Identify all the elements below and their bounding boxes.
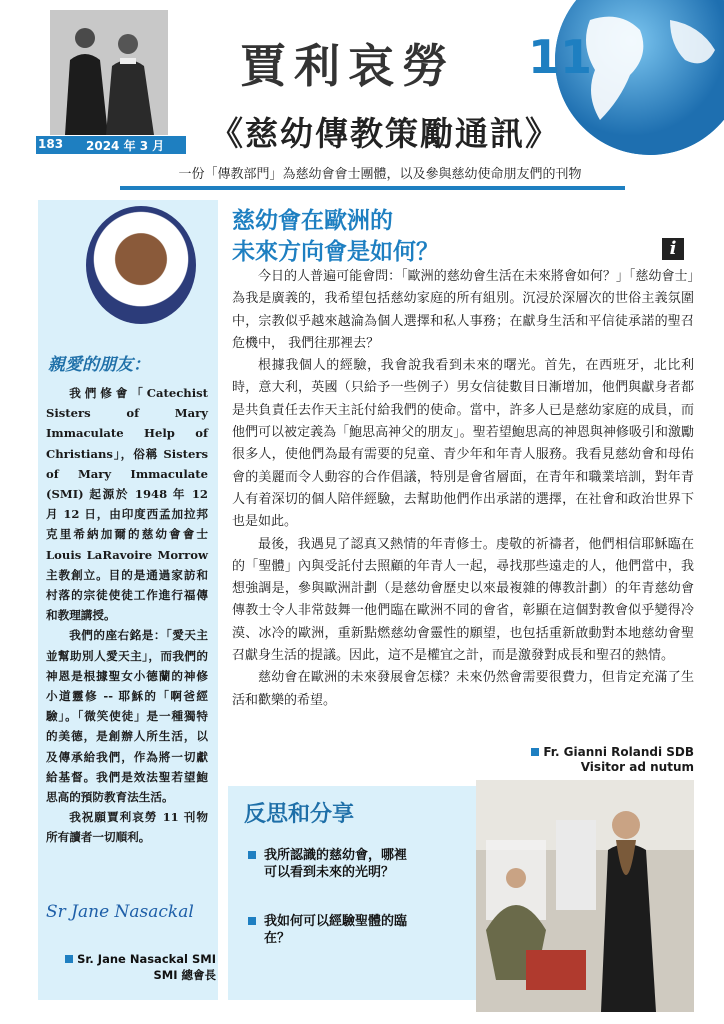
letter-paragraph: 我們修會「Catechist Sisters of Mary Immaculate Help of Christians」，俗稱 Sisters of Mary Immaculate (SMI) 起源於 1948 年 12 月 12 日，由印度西孟加拉邦克里希納加爾的慈幼會會士 Louis LaRavoire Morrow 主教創立。目的是通過家訪和村落的宗徒使徒工作進行福傳和教理講授。 (46, 386, 208, 623)
author-portrait (86, 206, 196, 324)
masthead-issue-badge: 11 (528, 30, 593, 84)
letter-author-role: SMI 總會長 (153, 968, 216, 982)
issue-strip (36, 136, 186, 154)
header-photo (50, 10, 168, 135)
issue-date: 2024 年 3 月 (86, 139, 165, 153)
article-paragraph: 根據我個人的經驗，我會說我看到未來的曙光。首先，在西班牙，北比利時，意大利，英國（只給予一些例子）男女信徒數目日漸增加，他們與獻身者都是共負責任去作天主託付給我們的使命。當中，許多人已是慈幼家庭的成員，而他們可以被定義為「鮑思高神父的朋友」。聖若望鮑思高的神恩與神修吸引和激勵很多人，使他們為最有需要的兒童、青少年和年青人服務。我看見慈幼會和母佑會的美麗而令人動容的合作倡議，特別是會省層面，在青年和職業培訓，對年青人有着深切的個人陪伴經驗，去幫助他們作出承諾的選擇，在社會和政治世界下也是如此。 (232, 358, 694, 530)
letter-paragraph: 我們的座右銘是：「愛天主並幫助別人愛天主」，而我們的神恩是根據聖女小德蘭的神修小道靈修 -- 耶穌的「啊爸經驗」。「微笑使徒」是一種獨特的美德，是創辦人所生活，以及傳承給我們，作為將一切獻給基督。我們是效法聖若望鮑思高的預防教育法生活。 (46, 628, 208, 805)
article-author-name-text: Fr. Gianni Rolandi SDB (543, 745, 694, 759)
article-paragraph: 慈幼會在歐洲的未來發展會怎樣？未來仍然會需要很費力，但肯定充滿了生活和歡樂的希望。 (232, 670, 694, 708)
letter-body (46, 383, 208, 848)
bullet-square-icon (248, 851, 256, 859)
masthead-subtitle: 《慈幼傳教策勵通訊》 (210, 114, 560, 153)
reflection-title: 反思和分享 (244, 802, 355, 827)
article-body (232, 266, 694, 712)
bullet-square-icon (248, 917, 256, 925)
letter-greeting: 親愛的朋友： (48, 355, 150, 375)
reflection-question-text: 我所認識的慈幼會，哪裡可以看到未來的光明？ (264, 848, 408, 880)
article-title-line1: 慈幼會在歐洲的 (232, 208, 393, 234)
article-paragraph: 最後，我遇見了認真又熱情的年青修士。虔敬的祈禱者，他們相信耶穌臨在的「聖體」內與受託付去照顧的年青人一起，尋找那些遠走的人，他們當中，我想強調是，參與歐洲計劃（是慈幼會歷史以來最複雜的傳教計劃）的年青慈幼會傳教士令人非常鼓舞一他們臨在歐洲不同的會省，彰顯在這個對教會似乎變得冷漠、冰冷的歐洲，重新點燃慈幼會靈性的願望，也包括重新啟動對本地慈幼會聖召獻身生活的提議。因此，這不是權宜之計，而是激發對成長和聖召的熱情。 (232, 536, 694, 664)
bullet-square-icon (531, 748, 539, 756)
reflection-question (248, 847, 418, 881)
article-title-line2: 未來方向會是如何？ (232, 239, 439, 265)
letter-author-name (38, 952, 216, 966)
article-photo (476, 780, 694, 1012)
info-icon: i (662, 238, 684, 260)
article-paragraph: 今日的人普遍可能會問：「歐洲的慈幼會生活在未來將會如何？」「慈幼會士」為我是廣義的，我希望包括慈幼家庭的所有組別。沉浸於深層次的世俗主義氛圍中，宗教似乎越來越淪為個人選擇和私人事務；在獻身生活和平信徒承諾的聖召危機中， 我們往那裡去？ (232, 269, 694, 351)
letter-paragraph: 我祝願賈利哀勞 11 刊物所有讀者一切順利。 (46, 810, 208, 845)
article-author-name (440, 745, 694, 759)
tagline-rule (120, 186, 625, 190)
tagline: 一份「傳教部門」為慈幼會會士團體，以及參與慈幼使命朋友們的刊物 (178, 167, 582, 182)
article-author-role: Visitor ad nutum (580, 760, 694, 774)
letter-author-name-text: Sr. Jane Nasackal SMI (77, 952, 216, 966)
bullet-square-icon (65, 955, 73, 963)
issue-number: 183 (38, 137, 64, 151)
reflection-question-text: 我如何可以經驗聖體的臨在？ (264, 914, 408, 946)
masthead-title: 賈利哀勞 (240, 39, 456, 93)
reflection-question (248, 913, 418, 947)
handwritten-signature: Sr Jane Nasackal (46, 902, 194, 922)
